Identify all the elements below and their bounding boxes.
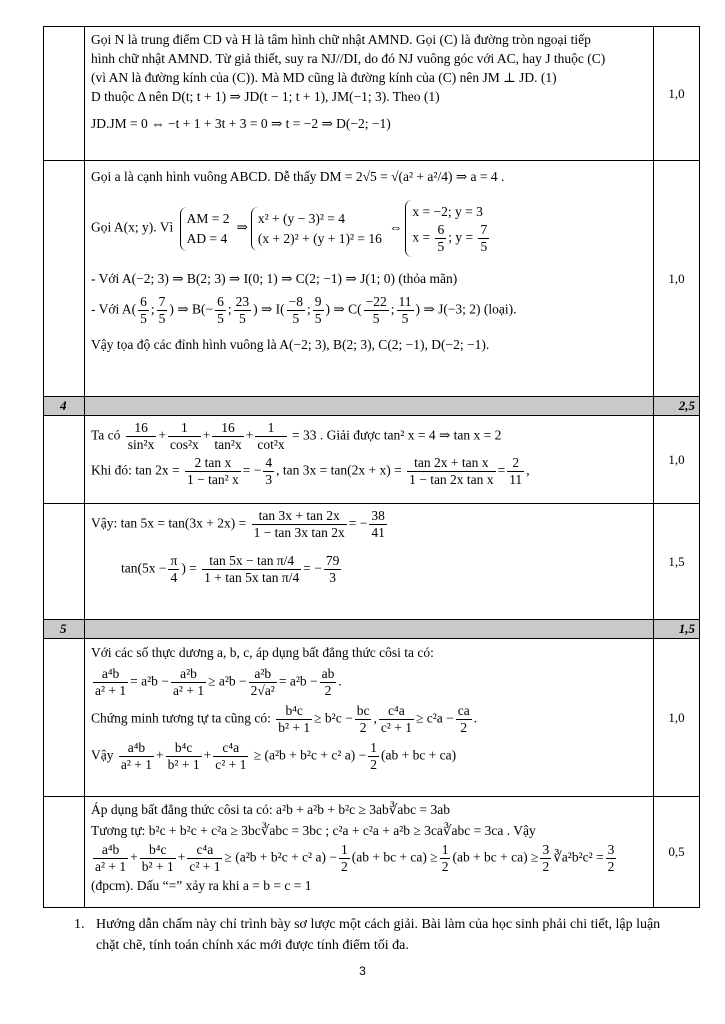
text-line: $\frac{\text{a⁴b}}{\text{a² + 1}}$ + $\frac{\text{b⁴c}}{\text{b² + 1}}$ + $\frac{\text{c⁴a}}{\text{c² + 1}}$ ≥ (a²b + b²c + c² a) − $\frac{1}{2}$ (ab + bc + ca) ≥ $\frac{1}{2}$ (ab + bc + ca) ≥ $\frac{3}{2}$ ∛a²b²c² = $\frac{3}{2}$: [95, 842, 615, 874]
fraction: $\frac{\text{a⁴b}}{\text{a² + 1}}$: [95, 666, 127, 698]
footnote: [74, 914, 684, 956]
solution-cell: [85, 797, 654, 908]
solution-cell: [85, 27, 654, 161]
text-line: Gọi a là cạnh hình vuông ABCD. Dễ thấy DM = 2√5 = √(a² + a²/4) ⇒ a = 4 .: [91, 169, 505, 184]
fraction: $\frac{\text{c⁴a}}{\text{c² + 1}}$: [189, 842, 221, 874]
equation-system: AM = 2 AD = 4: [180, 207, 234, 251]
solution-cell: [85, 504, 654, 620]
score-cell: 1,0: [654, 416, 700, 504]
fraction: $\frac{\text{b⁴c}}{\text{b² + 1}}$: [167, 740, 200, 772]
fraction: $\frac{79}{3}$: [325, 553, 340, 585]
text-line: Khi đó: tan 2x = $\frac{\text{2 tan x}}{\text{1 − tan² x}}$ = − $\frac{4}{3}$ , tan 3x = tan(2x + x) = $\frac{\text{tan 2x + tan x}}{\text{1 − tan 2x tan x}}$ = $\frac{2}{11}$ ,: [91, 455, 530, 487]
table-row: [44, 797, 700, 908]
fraction: $\frac{\tan 3x + \tan 2x}{\text{1 − tan 3x tan 2x}}$: [253, 508, 345, 540]
fraction: $\frac{9}{5}$: [314, 294, 322, 326]
table-row: [44, 27, 700, 161]
score-cell: 1,0: [654, 27, 700, 161]
fraction: $\frac{23}{5}$: [235, 294, 250, 326]
text-line: - Với A(−2; 3) ⇒ B(2; 3) ⇒ I(0; 1) ⇒ C(2; −1) ⇒ J(1; 0) (thỏa mãn): [91, 271, 458, 286]
score-cell: 1,5: [654, 504, 700, 620]
fraction: $\frac{bc}{2}$: [356, 703, 370, 735]
text-line: Vậy tọa độ các đỉnh hình vuông là A(−2; 3), B(2; 3), C(2; −1), D(−2; −1).: [91, 337, 490, 352]
section-total: 1,5: [654, 620, 700, 639]
section-total: 2,5: [654, 397, 700, 416]
section-number: 4: [44, 397, 85, 416]
fraction: $\frac{1}{\text{cot²x}}$: [257, 420, 285, 452]
text-line: (đpcm). Dấu “=” xảy ra khi a = b = c = 1: [91, 878, 312, 893]
text-line: Với các số thực dương a, b, c, áp dụng bất đẳng thức côsi ta có:: [91, 645, 434, 660]
text-line: Gọi A(x; y). Vì AM = 2 AD = 4 ⇒ x² + (y − 3)² = 4 (x + 2)² + (y + 1)² = 16 ⇔ x = −2; y = 3 x = $\frac{6}{5}$ ; y = $\frac{7}{5}$: [91, 200, 647, 257]
sqrt-expression: √(a² + a²/4): [391, 169, 453, 184]
fraction: $\frac{6}{5}$: [217, 294, 224, 326]
text-line: tan(5x − $\frac{\pi}{4}$ ) = $\frac{\text{tan 5x − tan π/4}}{\text{1 + tan 5x tan π/4}}$ = − $\frac{79}{3}$: [121, 553, 340, 585]
text-line: Gọi N là trung điểm CD và H là tâm hình chữ nhật AMND. Gọi (C) là đường tròn ngoại tiếp: [91, 32, 591, 47]
fraction: $\frac{\text{b⁴c}}{\text{b² + 1}}$: [278, 703, 311, 735]
fraction: $\frac{1}{2}$: [340, 842, 348, 874]
table-row: [44, 161, 700, 397]
fraction: $\frac{\text{2 tan x}}{\text{1 − tan² x}}$: [186, 455, 239, 487]
text-line: Vậy: tan 5x = tan(3x + 2x) = $\frac{\tan 3x + \tan 2x}{\text{1 − tan 3x tan 2x}}$ = − $\frac{38}{41}$: [91, 508, 385, 540]
fraction: $\frac{\pi}{4}$: [170, 553, 178, 585]
fraction: $\frac{4}{3}$: [265, 455, 273, 487]
section-header-row: [44, 620, 700, 639]
section-header-row: [44, 397, 700, 416]
equation-system: x = −2; y = 3 x = $\frac{6}{5}$ ; y = $\frac{7}{5}$: [405, 200, 495, 257]
fraction: $\frac{3}{2}$: [542, 842, 550, 874]
fraction: $\frac{\text{tan 2x + tan x}}{\text{1 − tan 2x tan x}}$: [409, 455, 494, 487]
fraction: $\frac{16}{\text{sin²x}}$: [127, 420, 155, 452]
text-line: $\frac{\text{a⁴b}}{\text{a² + 1}}$ = a²b − $\frac{\text{a²b}}{\text{a² + 1}}$ ≥ a²b − $\frac{\text{a²b}}{\text{2√a²}}$ = a²b − $\frac{ab}{2}$ .: [95, 666, 342, 698]
fraction: $\frac{\text{a⁴b}}{\text{a² + 1}}$: [120, 740, 153, 772]
text-line: Ta có $\frac{16}{\text{sin²x}}$ + $\frac{1}{\text{cos²x}}$ + $\frac{16}{\text{tan²x}}$ + $\frac{1}{\text{cot²x}}$ = 33 . Giải được tan² x = 4 ⇒ tan x = 2: [91, 420, 502, 452]
text-line: Chứng minh tương tự ta cũng có: $\frac{\text{b⁴c}}{\text{b² + 1}}$ ≥ b²c − $\frac{bc}{2}$ , $\frac{\text{c⁴a}}{\text{c² + 1}}$ ≥ c²a − $\frac{ca}{2}$ .: [91, 703, 478, 735]
fraction: $\frac{6}{5}$: [140, 294, 147, 326]
fraction: $\frac{\text{b⁴c}}{\text{b² + 1}}$: [141, 842, 174, 874]
section-number: 5: [44, 620, 85, 639]
equation-system: x² + (y − 3)² = 4 (x + 2)² + (y + 1)² = 16: [251, 207, 386, 251]
score-cell: 1,0: [654, 161, 700, 397]
score-cell: 0,5: [654, 797, 700, 908]
grading-table: [43, 26, 700, 908]
fraction: $\frac{\text{a⁴b}}{\text{a² + 1}}$: [95, 842, 127, 874]
fraction: $\frac{ab}{2}$: [321, 666, 335, 698]
fraction: $\frac{11}{5}$: [398, 294, 412, 326]
fraction: $\frac{ca}{2}$: [457, 703, 470, 735]
text-line: - Với A( $\frac{6}{5}$ ; $\frac{7}{5}$ ) ⇒ B(− $\frac{6}{5}$ ; $\frac{23}{5}$ ) ⇒ I( $\frac{-8}{5}$ ; $\frac{9}{5}$ ) ⇒ C( $\frac{-22}{5}$ ; $\frac{11}{5}$ ) ⇒ J(−3; 2) (loại).: [91, 294, 517, 326]
fraction: $\frac{6}{5}$: [437, 222, 445, 254]
fraction: $\frac{3}{2}$: [607, 842, 615, 874]
solution-cell: [85, 639, 654, 797]
fraction: $\frac{\text{tan 5x − tan π/4}}{\text{1 + tan 5x tan π/4}}$: [204, 553, 300, 585]
fraction: $\frac{16}{\text{tan²x}}$: [214, 420, 242, 452]
table-row: [44, 639, 700, 797]
fraction: $\frac{1}{\text{cos²x}}$: [169, 420, 199, 452]
fraction: $\frac{7}{5}$: [480, 222, 488, 254]
table-row: [44, 416, 700, 504]
text-line: Tương tự: b²c + b²c + c²a ≥ 3bc∛abc = 3bc ; c²a + c²a + a²b ≥ 3ca∛abc = 3ca . Vậy: [91, 823, 536, 838]
fraction: $\frac{\text{a²b}}{\text{2√a²}}$: [250, 666, 275, 698]
fraction: $\frac{2}{11}$: [509, 455, 523, 487]
fraction: $\frac{-8}{5}$: [288, 294, 304, 326]
fraction: $\frac{7}{5}$: [158, 294, 166, 326]
text-line: Vậy $\frac{\text{a⁴b}}{\text{a² + 1}}$ + $\frac{\text{b⁴c}}{\text{b² + 1}}$ + $\frac{\text{c⁴a}}{\text{c² + 1}}$ ≥ (a²b + b²c + c² a) − $\frac{1}{2}$ (ab + bc + ca): [91, 740, 457, 772]
solution-cell: [85, 416, 654, 504]
fraction: $\frac{-22}{5}$: [365, 294, 387, 326]
fraction: $\frac{1}{2}$: [370, 740, 377, 772]
text-line: hình chữ nhật AMND. Từ giả thiết, suy ra NJ//DI, do đó NJ vuông góc với AC, hay J thuộc (C): [91, 51, 606, 66]
page-number: 3: [359, 964, 366, 978]
fraction: $\frac{1}{2}$: [441, 842, 449, 874]
footnote-text: Hướng dẫn chấm này chỉ trình bày sơ lược một cách giải. Bài làm của học sinh phải chi tiết, lập luận chặt chẽ, tính toán chính xác mới được tính điểm tối đa.: [96, 917, 661, 953]
text-line: (vì AN là đường kính của (C)). Mà MD cũng là đường kính của (C) nên JM ⊥ JD. (1): [91, 70, 557, 85]
fraction: $\frac{38}{41}$: [371, 508, 385, 540]
score-cell: 1,0: [654, 639, 700, 797]
text-line: D thuộc Δ nên D(t; t + 1) ⇒ JD(t − 1; t + 1), JM(−1; 3). Theo (1): [91, 89, 440, 104]
footnote-number: 1.: [74, 917, 85, 932]
table-row: [44, 504, 700, 620]
text-line: Áp dụng bất đẳng thức côsi ta có: a²b + a²b + b²c ≥ 3ab∛abc = 3ab: [91, 802, 450, 817]
solution-cell: [85, 161, 654, 397]
text-line: JD.JM = 0 ⇔ −t + 1 + 3t + 3 = 0 ⇒ t = −2 ⇒ D(−2; −1): [91, 116, 391, 131]
fraction: $\frac{\text{c⁴a}}{\text{c² + 1}}$: [215, 740, 247, 772]
fraction: $\frac{\text{a²b}}{\text{a² + 1}}$: [172, 666, 205, 698]
fraction: $\frac{\text{c⁴a}}{\text{c² + 1}}$: [380, 703, 412, 735]
